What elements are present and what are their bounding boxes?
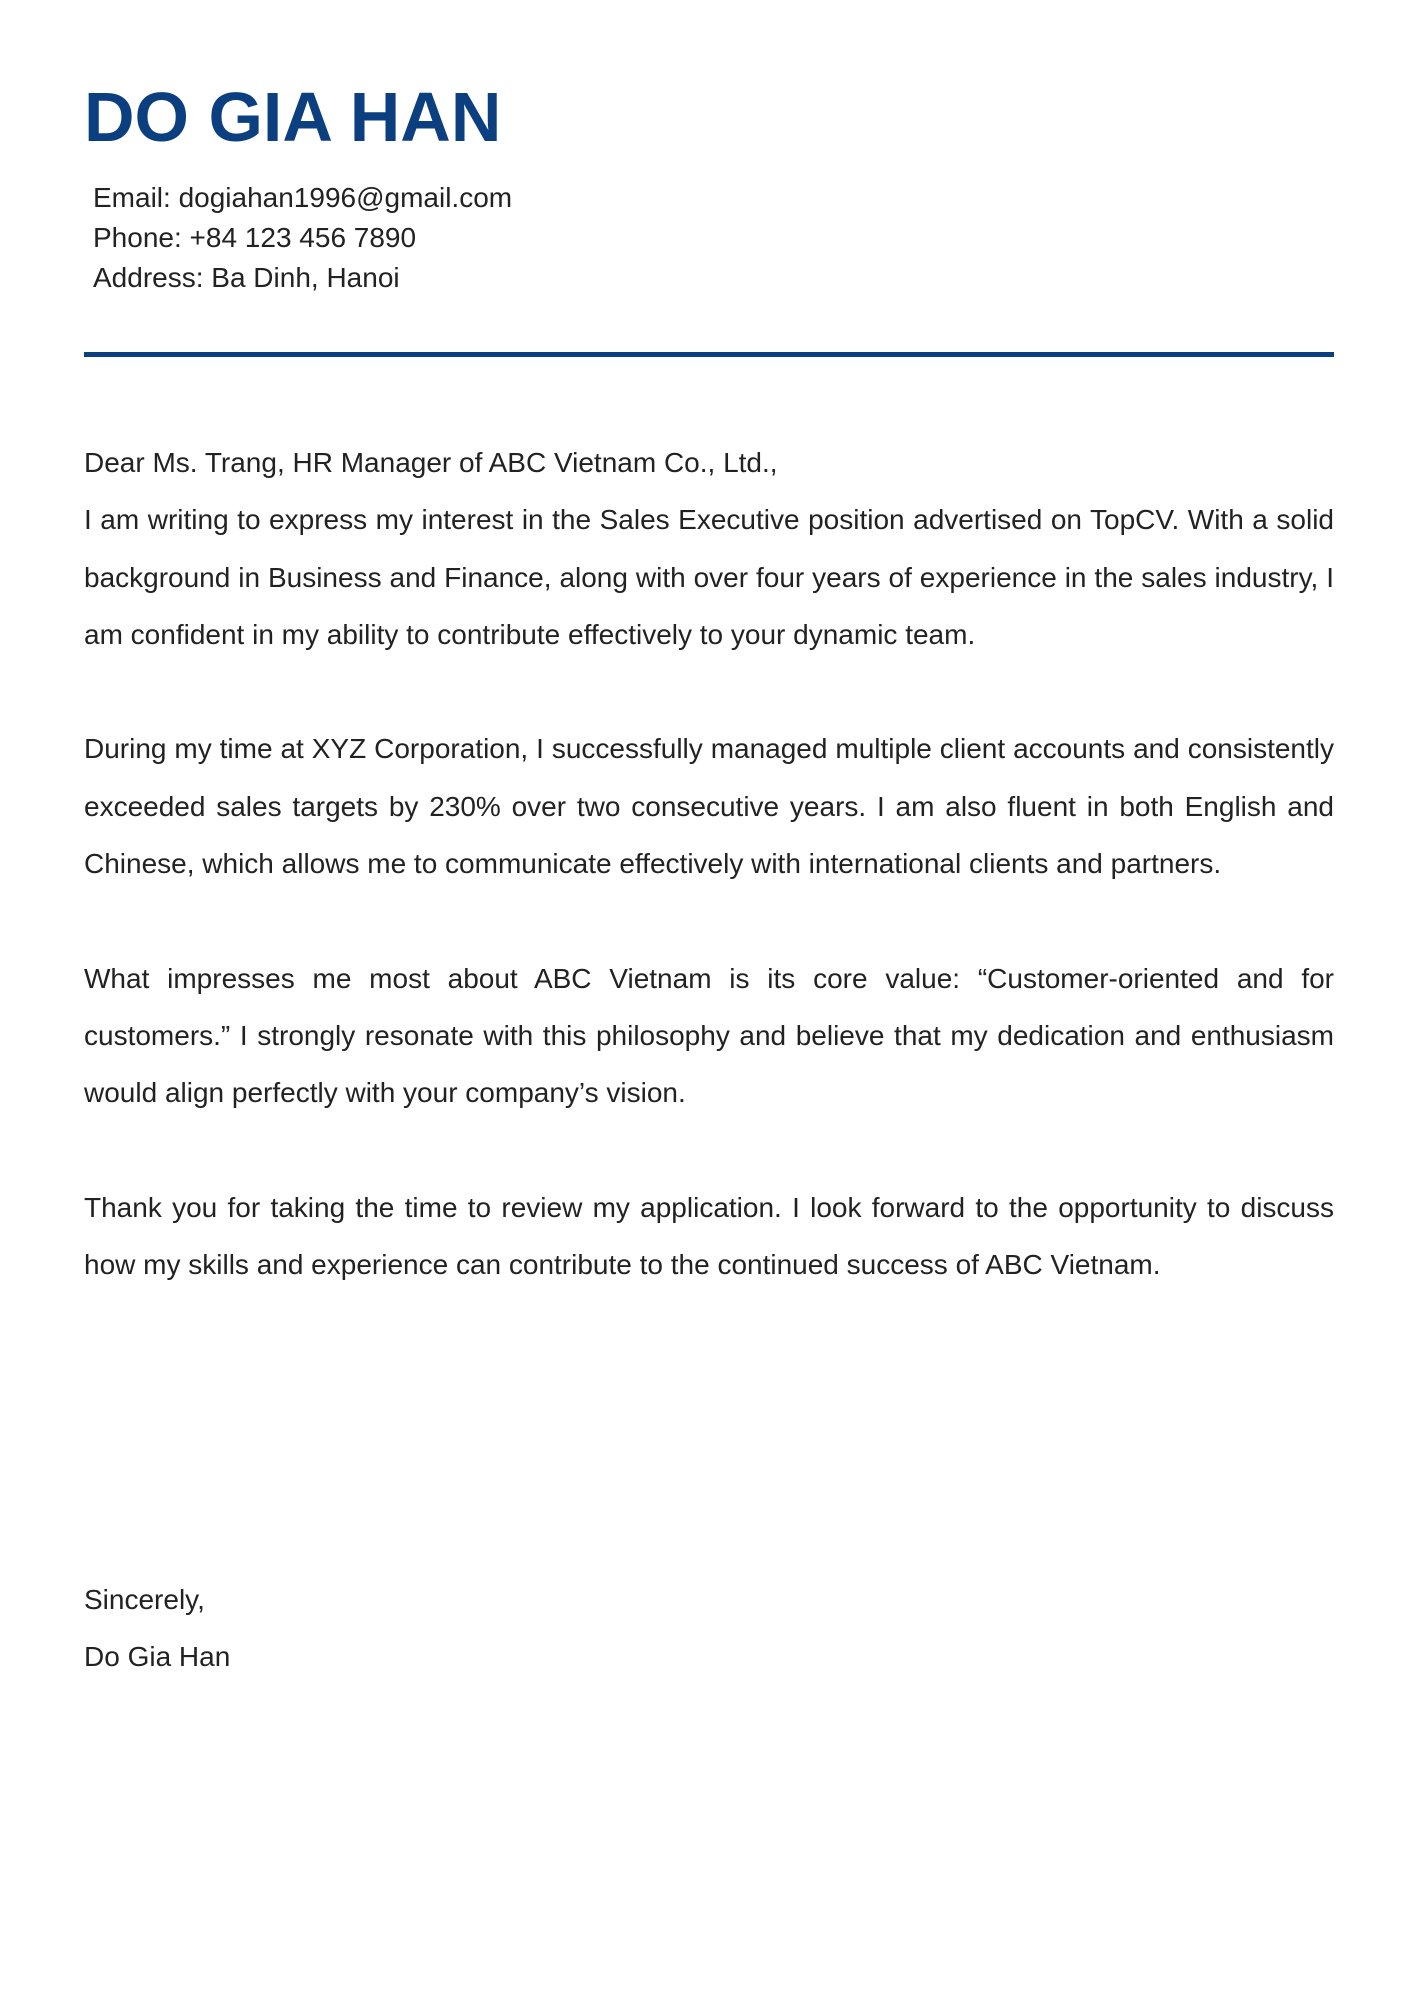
paragraph-thanks: Thank you for taking the time to review my application. I look forward to the opportunity to discuss how my skills and experience can contribute to the continued success of ABC Vietnam. — [84, 1191, 1334, 1281]
email-line: Email: dogiahan1996@gmail.com — [93, 182, 513, 213]
salutation: Dear Ms. Trang, HR Manager of ABC Vietnam Co., Ltd., — [84, 447, 778, 478]
paragraph-values: What impresses me most about ABC Vietnam is its core value: “Customer-oriented and for customers.” I strongly resonate with this philosophy and believe that my dedication and enthusiasm would align perfectly with your company’s vision. — [84, 962, 1334, 1109]
applicant-name: DO GIA HAN — [84, 78, 502, 156]
paragraph-experience: During my time at XYZ Corporation, I successfully managed multiple client accounts and consistently exceeded sales targets by 230% over two consecutive years. I am also fluent in both English and Chinese, which allows me to communicate effectively with international clients and partners. — [84, 733, 1334, 880]
paragraph-intro: I am writing to express my interest in the Sales Executive position advertised on TopCV. With a solid background in Business and Finance, along with over four years of experience in the sales industry, I am confident in my ability to contribute effectively to your dynamic team. — [84, 504, 1334, 650]
signature: Do Gia Han — [84, 1641, 231, 1673]
letter-closing — [84, 1571, 230, 1686]
paragraph-gap — [84, 663, 1334, 720]
address-line: Address: Ba Dinh, Hanoi — [93, 262, 400, 293]
closing-phrase: Sincerely, — [84, 1584, 205, 1615]
contact-info — [93, 178, 512, 298]
paragraph-gap — [84, 892, 1334, 949]
letter-body — [84, 434, 1334, 1293]
phone-line: Phone: +84 123 456 7890 — [93, 222, 417, 253]
paragraph-gap — [84, 1122, 1334, 1179]
header-divider — [84, 352, 1334, 357]
